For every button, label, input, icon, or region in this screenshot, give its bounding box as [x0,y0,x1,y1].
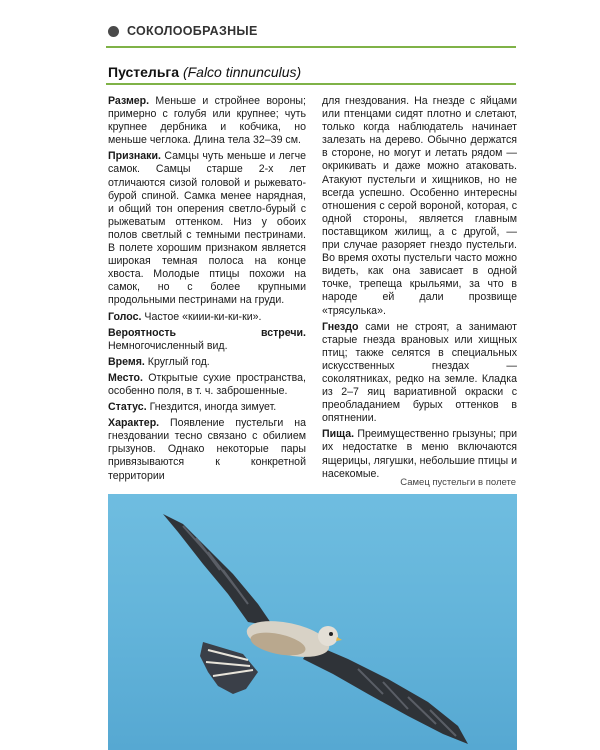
paragraph-text: Открытые сухие пространства, особенно поля, в т. ч. заброшенные. [108,371,306,397]
paragraph-text: Меньше и стройнее вороны; примерно с голубя или крупнее; чуть крупнее дербника и кобчика, но меньше чеглока. Длина тела 32–39 см. [108,95,306,147]
photo-caption: Самец пустельги в полете [400,477,516,488]
paragraph-text: Гнездится, иногда зимует. [146,401,277,414]
paragraph-label: Пища. [322,428,355,441]
paragraph-text: Немногочисленный вид. [108,339,228,352]
paragraph-label: Статус. [108,401,147,414]
text-paragraph [108,401,306,414]
text-paragraph [108,95,306,147]
paragraph-text: Появление пустельги на гнездовании тесно связано с обилием грызунов. Однако некоторые пары привязываются к конкретной территории [108,417,306,482]
text-paragraph [108,311,306,324]
text-paragraph [108,372,306,398]
right-text-column [322,95,517,484]
paragraph-label: Голос. [108,310,142,323]
text-paragraph [108,417,306,482]
text-paragraph [108,327,306,353]
paragraph-text: сами не строят, а занимают старые гнезда врановых или хищных птиц; также селятся в специальных искусственных гнездах — соколятниках, редко на земле. Кладка из 2–7 яиц вариативной окраски с преобладанием бурых оттенков в опятнении. [322,320,517,425]
text-paragraph [322,95,517,318]
paragraph-label: Вероятность встречи. [108,326,306,339]
text-paragraph [108,150,306,307]
text-paragraph [322,321,517,426]
paragraph-label: Характер. [108,417,160,430]
section-title: СОКОЛООБРАЗНЫЕ [127,24,258,38]
species-title [108,64,301,80]
left-text-column [108,95,306,486]
paragraph-text: Преимущественно грызуны; при их недостатке в меню включаются ящерицы, лягушки, небольшие птицы и насекомые. [322,428,517,480]
section-header [108,24,258,38]
kestrel-in-flight-illustration [108,494,517,750]
kestrel-photo [108,494,517,750]
species-latin-name: (Falco tinnunculus) [182,64,302,80]
paragraph-label: Гнездо [322,320,359,333]
species-name: Пустельга [108,64,180,80]
paragraph-label: Место. [108,371,143,384]
paragraph-text: Самцы чуть меньше и легче самок. Самцы старше 2-х лет отличаются сизой головой и рыжевато-бурой спиной. Самка менее нарядная, и общий тон оперения светло-бурый с рыжеватым оттенком. Низ у обоих полов светлый с темными пестринами. В полете хорошим признаком является широкая темная полоса на конце хвоста. Молодые птицы похожи на самок, но с более крупными продольными пестринами на груди. [108,150,306,307]
header-divider [106,46,516,48]
title-divider [106,83,516,85]
paragraph-label: Признаки. [108,150,161,163]
paragraph-text: Круглый год. [144,355,210,368]
paragraph-text: Частое «киии-ки-ки-ки». [141,310,262,323]
paragraph-label: Время. [108,355,145,368]
paragraph-label: Размер. [108,95,150,107]
paragraph-text: для гнездования. На гнезде с яйцами или птенцами сидят плотно и слетают, только когда наблюдатель начинает залезать на дерево. Обычно держатся в стороне, но могут и летать рядом — окрикивать и даже можно атаковать. Атакуют пустельги и хищников, но не всегда успешно. Особенно интересны отношения с серой вороной, которая, с одной стороны, является главным поставщиком жилищ, а с другой, — при случае разоряет гнездо пустельги. Во время охоты пустельги часто можно видеть, как она зависает в одной точке, трепеща крыльями, за что в народе ей дали прозвище «трясулька». [322,95,517,317]
section-bullet-icon [108,26,119,37]
text-paragraph [108,356,306,369]
text-paragraph [322,428,517,480]
